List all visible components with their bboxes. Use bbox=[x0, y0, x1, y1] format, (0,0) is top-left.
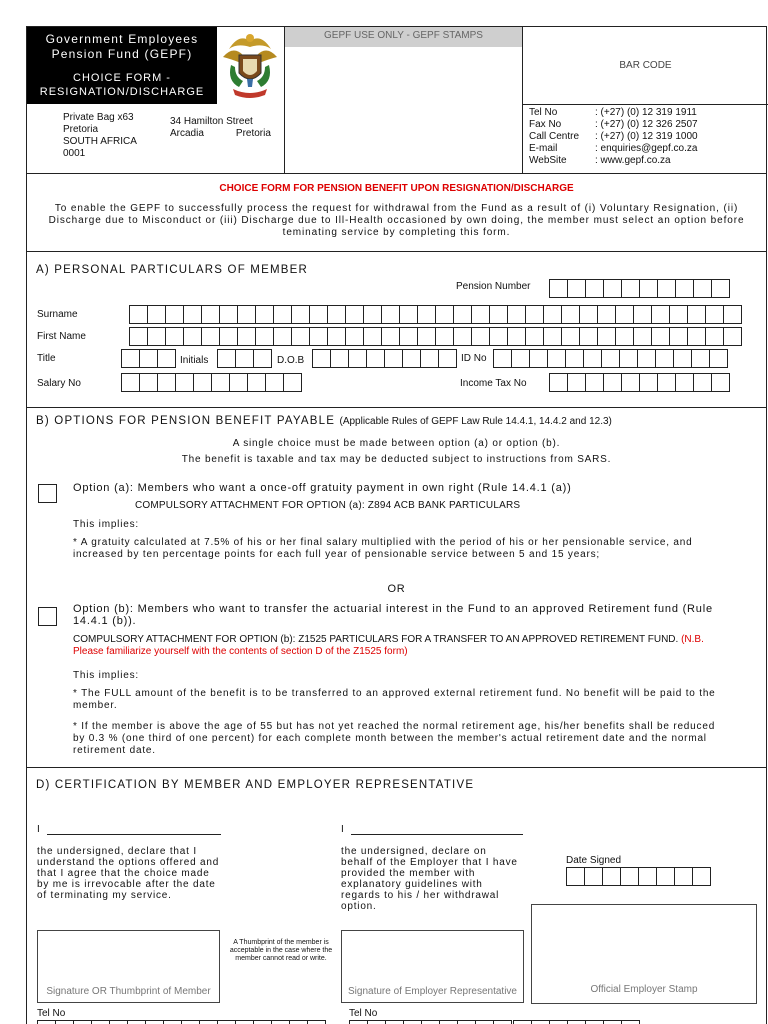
employer-tel-field-2[interactable] bbox=[513, 1020, 640, 1024]
contact-key: Call Centre bbox=[529, 131, 580, 142]
surname-label: Surname bbox=[37, 309, 78, 320]
barcode-area: BAR CODE bbox=[619, 60, 672, 71]
postal-line: SOUTH AFRICA bbox=[63, 136, 137, 147]
first-name-label: First Name bbox=[37, 331, 86, 342]
postal-line: 0001 bbox=[63, 148, 86, 159]
form-line-1: CHOICE FORM - bbox=[73, 72, 171, 84]
dob-field[interactable] bbox=[312, 349, 457, 368]
income-tax-no-label: Income Tax No bbox=[460, 378, 527, 389]
option-b-attachment bbox=[73, 634, 723, 658]
org-name bbox=[27, 32, 217, 62]
postal-line: Pretoria bbox=[63, 124, 99, 135]
contact-value: : (+27) (0) 12 319 1000 bbox=[595, 131, 698, 142]
date-signed-label: Date Signed bbox=[566, 855, 622, 866]
org-line-1: Government Employees bbox=[45, 32, 199, 46]
form-name bbox=[27, 71, 217, 99]
contact-value[interactable]: : www.gepf.co.za bbox=[595, 155, 671, 166]
id-no-field[interactable] bbox=[493, 349, 728, 368]
option-a-checkbox[interactable] bbox=[38, 484, 57, 503]
gepf-stamps-area: GEPF USE ONLY - GEPF STAMPS bbox=[285, 27, 522, 47]
salary-no-field[interactable] bbox=[121, 373, 302, 392]
member-tel-label: Tel No bbox=[37, 1008, 66, 1019]
divider bbox=[284, 27, 285, 173]
divider bbox=[27, 173, 766, 174]
option-b-attachment-text: COMPULSORY ATTACHMENT FOR OPTION (b): Z1525 PARTICULARS FOR A TRANSFER TO AN APPROVED RETIREMENT FUND. bbox=[73, 634, 679, 645]
member-tel-field-2[interactable] bbox=[199, 1020, 326, 1024]
option-b-implies: This implies: bbox=[73, 670, 139, 681]
section-b-heading bbox=[36, 415, 612, 427]
divider bbox=[27, 407, 766, 408]
contact-value: : (+27) (0) 12 319 1911 bbox=[595, 107, 697, 118]
postal-line: Private Bag x63 bbox=[63, 112, 134, 123]
contact-key: WebSite bbox=[529, 155, 567, 166]
title-label: Title bbox=[37, 353, 56, 364]
initials-field[interactable] bbox=[217, 349, 272, 368]
coat-of-arms-icon bbox=[219, 29, 281, 101]
employer-i-label: I bbox=[341, 824, 344, 835]
salary-no-label: Salary No bbox=[37, 378, 81, 389]
contact-key: E-mail bbox=[529, 143, 558, 154]
option-b-checkbox[interactable] bbox=[38, 607, 57, 626]
contact-key: Fax No bbox=[529, 119, 562, 130]
suburb: Arcadia bbox=[170, 128, 204, 139]
surname-field[interactable] bbox=[129, 305, 742, 324]
section-b-rules: (Applicable Rules of GEPF Law Rule 14.4.1, 14.4.2 and 12.3) bbox=[339, 416, 612, 427]
single-choice-note: A single choice must be made between option (a) or option (b). bbox=[232, 438, 561, 449]
member-i-label: I bbox=[37, 824, 40, 835]
option-b-label: Option (b): Members who want to transfer the actuarial interest in the Fund to an approved Retirement fund (Rule 14.4.1 (b)). bbox=[73, 603, 713, 627]
divider bbox=[523, 104, 768, 105]
employer-signature-caption: Signature of Employer Representative bbox=[348, 986, 517, 997]
employer-stamp-box[interactable] bbox=[531, 904, 757, 1004]
section-a-heading: A) PERSONAL PARTICULARS OF MEMBER bbox=[36, 264, 308, 276]
option-a-implies: This implies: bbox=[73, 519, 139, 530]
employer-tel-field[interactable] bbox=[349, 1020, 512, 1024]
contact-key: Tel No bbox=[529, 107, 558, 118]
contact-value[interactable]: : enquiries@gepf.co.za bbox=[595, 143, 698, 154]
employer-name-line[interactable] bbox=[351, 834, 523, 835]
option-a-attachment: COMPULSORY ATTACHMENT FOR OPTION (a): Z894 ACB BANK PARTICULARS bbox=[135, 500, 521, 511]
option-a-label: Option (a): Members who want a once-off gratuity payment in own right (Rule 14.4.1 (a)) bbox=[73, 482, 572, 494]
title-field[interactable] bbox=[121, 349, 176, 368]
section-d-heading: D) CERTIFICATION BY MEMBER AND EMPLOYER REPRESENTATIVE bbox=[36, 779, 475, 791]
intro-title: CHOICE FORM FOR PENSION BENEFIT UPON RESIGNATION/DISCHARGE bbox=[219, 183, 574, 194]
date-signed-field[interactable] bbox=[566, 867, 711, 886]
income-tax-no-field[interactable] bbox=[549, 373, 730, 392]
thumbprint-note: A Thumbprint of the member is acceptable in the case where the member cannot read or write. bbox=[229, 939, 333, 962]
postal-address bbox=[63, 112, 137, 160]
contact-value: : (+27) (0) 12 326 2507 bbox=[595, 119, 698, 130]
member-tel-field[interactable] bbox=[37, 1020, 218, 1024]
employer-declaration: the undersigned, declare on behalf of the Employer that I have provided the member with explanatory guidelines with regards to his / her withdrawal option. bbox=[341, 846, 518, 912]
street-address bbox=[170, 116, 271, 140]
member-signature-caption: Signature OR Thumbprint of Member bbox=[46, 986, 211, 997]
dob-label: D.O.B bbox=[277, 355, 305, 366]
member-signature-box[interactable] bbox=[37, 930, 220, 1003]
option-a-text: * A gratuity calculated at 7.5% of his or her final salary multiplied with the period of his or her pensionable service, and increased by ten percentage points for each full year of pensionable service between 5 and 15 years; bbox=[73, 537, 693, 560]
member-name-line[interactable] bbox=[47, 834, 221, 835]
id-no-label: ID No bbox=[461, 353, 487, 364]
org-line-2: Pension Fund (GEPF) bbox=[51, 47, 193, 61]
or-separator: OR bbox=[387, 583, 406, 595]
pension-number-field[interactable] bbox=[549, 279, 730, 298]
form-title-block bbox=[27, 27, 217, 104]
first-name-field[interactable] bbox=[129, 327, 742, 346]
employer-tel-label: Tel No bbox=[349, 1008, 378, 1019]
form-line-2: RESIGNATION/DISCHARGE bbox=[39, 86, 205, 98]
pension-number-label: Pension Number bbox=[456, 281, 531, 292]
intro-text: To enable the GEPF to successfully process the request for withdrawal from the Fund as a result of (i) Voluntary Resignation, (ii) Discharge due to Misconduct or (iii) Discharge due to Ill-Health occasioned by own doing, the member must select an option before teminating service by completing this form. bbox=[48, 203, 745, 238]
street-line: 34 Hamilton Street bbox=[170, 116, 253, 127]
divider bbox=[27, 251, 766, 252]
initials-label: Initials bbox=[180, 355, 209, 366]
member-declaration: the undersigned, declare that I understand the options offered and that I agree that the choice made by me is irrevocable after the date of terminating my service. bbox=[37, 846, 220, 901]
employer-signature-box[interactable] bbox=[341, 930, 524, 1003]
taxable-note: The benefit is taxable and tax may be deducted subject to instructions from SARS. bbox=[181, 454, 612, 465]
contact-details bbox=[529, 107, 698, 167]
city: Pretoria bbox=[235, 128, 271, 139]
option-b-text-2: * If the member is above the age of 55 but has not yet reached the normal retirement age, his/her benefits shall be reduced by 0.3 % (one third of one percent) for each complete month between the member's actual retirement date and the normal retirement date. bbox=[73, 721, 716, 756]
option-b-note: (N.B. Please familiarize yourself with the contents of section D of the Z1525 form) bbox=[73, 634, 704, 657]
employer-stamp-caption: Official Employer Stamp bbox=[590, 984, 698, 995]
option-b-text-1: * The FULL amount of the benefit is to be transferred to an approved external retirement fund. No benefit will be paid to the member. bbox=[73, 688, 716, 711]
section-b-title: B) OPTIONS FOR PENSION BENEFIT PAYABLE bbox=[36, 415, 336, 427]
form-page bbox=[26, 26, 767, 1024]
divider bbox=[27, 767, 766, 768]
